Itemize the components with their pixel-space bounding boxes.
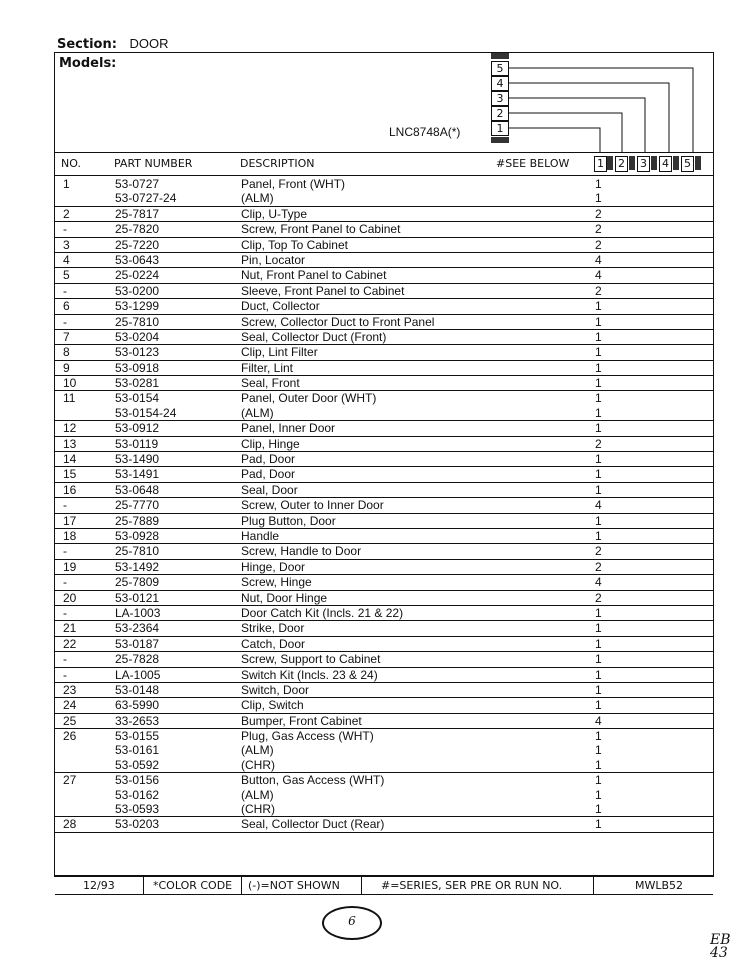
row-part-number: 53-0727-24	[115, 191, 177, 206]
table-row	[55, 758, 713, 773]
row-part-number: 53-0187	[115, 636, 160, 651]
row-number: -	[63, 575, 67, 590]
row-part-number: 53-0119	[115, 436, 159, 451]
row-part-number: 53-0154-24	[115, 405, 177, 420]
row-part-number: 53-1299	[115, 299, 160, 314]
row-description: Duct, Collector	[241, 299, 320, 314]
row-description: Clip, Lint Filter	[241, 345, 318, 360]
row-number: 26	[63, 729, 77, 744]
row-quantity: 2	[595, 436, 602, 451]
row-quantity: 1	[595, 802, 602, 817]
row-quantity: 1	[595, 421, 602, 436]
corner-handwritten-note: EB 43	[710, 932, 731, 961]
row-number: 12	[63, 421, 77, 436]
table-row	[55, 345, 713, 360]
row-part-number: 53-0121	[115, 590, 160, 605]
row-description: (CHR)	[241, 802, 275, 817]
series-connector-lines	[55, 53, 713, 163]
row-number: 14	[63, 452, 77, 467]
row-quantity: 1	[595, 682, 602, 697]
row-description: Switch, Door	[241, 682, 310, 697]
row-description: Seal, Collector Duct (Rear)	[241, 817, 385, 832]
row-quantity: 1	[595, 191, 602, 206]
footer-color-code: *COLOR CODE	[153, 879, 233, 892]
row-number: 5	[63, 268, 70, 283]
row-description: Pad, Door	[241, 467, 296, 482]
connector-line-1	[509, 128, 600, 153]
table-row	[55, 207, 713, 222]
row-quantity: 1	[595, 605, 602, 620]
table-row	[55, 376, 713, 391]
series-box-3: 3	[491, 91, 509, 106]
row-quantity: 1	[595, 452, 602, 467]
header-series-divider	[651, 156, 657, 170]
row-part-number: 33-2653	[115, 713, 160, 728]
table-row	[55, 391, 713, 405]
row-description: Seal, Door	[241, 482, 298, 497]
row-description: Hinge, Door	[241, 559, 306, 574]
row-part-number: 53-2364	[115, 621, 160, 636]
row-description: Plug, Gas Access (WHT)	[241, 729, 374, 744]
row-number: 3	[63, 237, 70, 252]
header-series-3: 3	[637, 156, 650, 172]
parts-list-box	[54, 52, 714, 892]
row-quantity: 1	[595, 787, 602, 802]
table-row	[55, 406, 713, 421]
row-number: 11	[63, 391, 76, 406]
page-mark-text: 6	[348, 914, 356, 928]
row-part-number: 25-7820	[115, 222, 160, 237]
table-row	[55, 238, 713, 253]
row-part-number: 63-5990	[115, 698, 160, 713]
header-series-divider	[607, 156, 613, 170]
table-row	[55, 437, 713, 452]
header-series-divider	[695, 156, 701, 170]
row-description: Door Catch Kit (Incls. 21 & 22)	[241, 605, 404, 620]
table-row	[55, 668, 713, 683]
table-row	[55, 177, 713, 191]
series-box-4: 4	[491, 76, 509, 91]
row-quantity: 1	[595, 528, 602, 543]
section-value: DOOR	[129, 36, 169, 51]
row-number: -	[63, 605, 67, 620]
row-part-number: 53-0154	[115, 391, 160, 406]
row-quantity: 1	[595, 698, 602, 713]
row-quantity: 1	[595, 360, 602, 375]
row-number: -	[63, 283, 67, 298]
table-row	[55, 191, 713, 206]
row-description: Strike, Door	[241, 621, 305, 636]
row-quantity: 1	[595, 467, 602, 482]
row-description: Handle	[241, 528, 280, 543]
header-series-1: 1	[594, 156, 607, 172]
row-description: Switch Kit (Incls. 23 & 24)	[241, 667, 378, 682]
table-row	[55, 452, 713, 467]
row-description: Clip, Top To Cabinet	[241, 237, 348, 252]
table-row	[55, 788, 713, 802]
row-part-number: 25-7809	[115, 575, 160, 590]
row-part-number: LA-1003	[115, 605, 161, 620]
row-quantity: 1	[595, 757, 602, 772]
header-part-number: PART NUMBER	[114, 157, 193, 170]
row-description: (CHR)	[241, 757, 275, 772]
row-part-number: 53-0928	[115, 528, 160, 543]
row-part-number: 53-0592	[115, 757, 160, 772]
row-part-number: 53-0200	[115, 283, 160, 298]
table-row	[55, 544, 713, 559]
row-part-number: 25-7889	[115, 513, 160, 528]
row-quantity: 2	[595, 559, 602, 574]
row-part-number: 53-0727	[115, 177, 160, 191]
row-number: 13	[63, 436, 77, 451]
row-quantity: 1	[595, 743, 602, 758]
table-row	[55, 773, 713, 787]
row-description: (ALM)	[241, 743, 274, 758]
row-part-number: LA-1005	[115, 667, 161, 682]
series-box-5: 5	[491, 61, 509, 76]
row-part-number: 53-0643	[115, 252, 160, 267]
footer-divider	[241, 876, 242, 894]
table-row	[55, 483, 713, 498]
row-quantity: 4	[595, 498, 602, 513]
row-number: -	[63, 222, 67, 237]
row-part-number: 53-0912	[115, 421, 160, 436]
row-quantity: 2	[595, 590, 602, 605]
row-description: Screw, Collector Duct to Front Panel	[241, 314, 435, 329]
row-part-number: 53-0918	[115, 360, 160, 375]
row-quantity: 2	[595, 544, 602, 559]
header-description: DESCRIPTION	[240, 157, 315, 170]
row-quantity: 1	[595, 652, 602, 667]
row-quantity: 1	[595, 345, 602, 360]
header-series-divider	[629, 156, 635, 170]
row-description: Seal, Front	[241, 376, 300, 391]
table-row	[55, 421, 713, 436]
row-part-number: 53-0281	[115, 376, 160, 391]
row-description: Screw, Outer to Inner Door	[241, 498, 384, 513]
row-part-number: 53-0155	[115, 729, 160, 744]
table-row	[55, 284, 713, 299]
series-box-1: 1	[491, 121, 509, 136]
table-row	[55, 698, 713, 713]
row-number: 1	[63, 177, 70, 191]
footer-series-note: #=SERIES, SER PRE OR RUN NO.	[381, 879, 563, 892]
connector-line-5	[509, 68, 693, 153]
row-number: 7	[63, 329, 70, 344]
row-number: -	[63, 667, 67, 682]
row-description: Nut, Front Panel to Cabinet	[241, 268, 387, 283]
footer-not-shown: (-)=NOT SHOWN	[248, 879, 340, 892]
header-series-2: 2	[615, 156, 628, 172]
footer-divider	[143, 876, 144, 894]
row-description: Screw, Hinge	[241, 575, 312, 590]
row-number: 22	[63, 636, 77, 651]
row-quantity: 1	[595, 299, 602, 314]
row-part-number: 53-1491	[115, 467, 160, 482]
table-row	[55, 330, 713, 345]
row-number: 19	[63, 559, 77, 574]
row-description: Panel, Front (WHT)	[241, 177, 346, 191]
model-name: LNC8748A(*)	[389, 125, 461, 139]
row-part-number: 25-7810	[115, 544, 160, 559]
row-number: 16	[63, 482, 77, 497]
row-quantity: 1	[595, 314, 602, 329]
row-quantity: 1	[595, 621, 602, 636]
row-number: 2	[63, 206, 70, 221]
table-row	[55, 514, 713, 529]
row-quantity: 1	[595, 405, 602, 420]
row-number: 4	[63, 252, 70, 267]
row-description: Sleeve, Front Panel to Cabinet	[241, 283, 405, 298]
row-number: 28	[63, 817, 77, 832]
table-row	[55, 268, 713, 283]
row-description: Panel, Inner Door	[241, 421, 336, 436]
row-number: 17	[63, 513, 77, 528]
row-quantity: 1	[595, 513, 602, 528]
row-quantity: 1	[595, 729, 602, 744]
header-see-below: #SEE BELOW	[496, 157, 570, 170]
series-box-2: 2	[491, 106, 509, 121]
row-description: Filter, Lint	[241, 360, 294, 375]
table-row	[55, 729, 713, 743]
row-description: Bumper, Front Cabinet	[241, 713, 362, 728]
row-quantity: 4	[595, 575, 602, 590]
table-row	[55, 606, 713, 621]
connector-line-2	[509, 113, 622, 153]
row-part-number: 53-0203	[115, 817, 160, 832]
table-row	[55, 714, 713, 729]
row-number: 27	[63, 773, 77, 788]
footer-divider	[593, 876, 594, 894]
row-part-number: 53-1492	[115, 559, 160, 574]
row-description: Screw, Front Panel to Cabinet	[241, 222, 401, 237]
section-label: Section:	[57, 37, 117, 52]
table-row	[55, 253, 713, 268]
row-number: 21	[63, 621, 77, 636]
row-part-number: 53-0593	[115, 802, 160, 817]
row-part-number: 25-7817	[115, 206, 160, 221]
row-part-number: 25-7770	[115, 498, 160, 513]
row-description: Seal, Collector Duct (Front)	[241, 329, 387, 344]
row-description: Clip, Switch	[241, 698, 304, 713]
table-row	[55, 743, 713, 757]
row-part-number: 53-0156	[115, 773, 160, 788]
table-row	[55, 467, 713, 482]
table-row	[55, 315, 713, 330]
row-number: 23	[63, 682, 77, 697]
table-row	[55, 802, 713, 817]
page-mark	[322, 906, 382, 940]
parts-table-body	[55, 177, 713, 833]
row-number: 25	[63, 713, 77, 728]
row-number: 8	[63, 345, 70, 360]
row-quantity: 1	[595, 329, 602, 344]
table-row	[55, 637, 713, 652]
row-description: Screw, Support to Cabinet	[241, 652, 381, 667]
table-row	[55, 361, 713, 376]
row-quantity: 1	[595, 376, 602, 391]
row-part-number: 53-1490	[115, 452, 160, 467]
row-part-number: 25-7828	[115, 652, 160, 667]
row-number: 18	[63, 528, 77, 543]
table-row	[55, 683, 713, 698]
row-quantity: 1	[595, 636, 602, 651]
table-row	[55, 560, 713, 575]
header-series-5: 5	[681, 156, 694, 172]
row-part-number: 25-0224	[115, 268, 160, 283]
connector-line-3	[509, 98, 645, 153]
footer-divider	[361, 876, 362, 894]
section-header	[57, 36, 168, 52]
row-quantity: 1	[595, 667, 602, 682]
header-series-divider	[673, 156, 679, 170]
footer-date: 12/93	[83, 879, 115, 892]
table-row	[55, 652, 713, 667]
row-quantity: 2	[595, 237, 602, 252]
row-part-number: 53-0148	[115, 682, 160, 697]
row-part-number: 25-7220	[115, 237, 160, 252]
table-row	[55, 299, 713, 314]
header-no: NO.	[61, 157, 81, 170]
row-number: -	[63, 544, 67, 559]
row-description: Panel, Outer Door (WHT)	[241, 391, 377, 406]
row-number: -	[63, 498, 67, 513]
row-quantity: 1	[595, 482, 602, 497]
header-series-4: 4	[659, 156, 672, 172]
table-row	[55, 529, 713, 544]
row-quantity: 1	[595, 391, 602, 406]
row-number: 24	[63, 698, 77, 713]
row-number: 9	[63, 360, 70, 375]
row-quantity: 4	[595, 713, 602, 728]
footer-doc-code: MWLB52	[635, 879, 684, 892]
row-description: (ALM)	[241, 191, 274, 206]
row-part-number: 53-0161	[115, 743, 160, 758]
row-number: -	[63, 652, 67, 667]
row-number: 15	[63, 467, 77, 482]
table-row	[55, 498, 713, 513]
row-number: 20	[63, 590, 77, 605]
row-description: Screw, Handle to Door	[241, 544, 362, 559]
row-part-number: 53-0123	[115, 345, 160, 360]
row-description: Nut, Door Hinge	[241, 590, 328, 605]
row-description: Clip, U-Type	[241, 206, 308, 221]
row-description: Catch, Door	[241, 636, 306, 651]
footer-bar	[55, 875, 713, 895]
models-label: Models:	[59, 56, 117, 71]
row-part-number: 25-7810	[115, 314, 160, 329]
table-row	[55, 817, 713, 832]
row-description: (ALM)	[241, 405, 274, 420]
row-number: 10	[63, 376, 77, 391]
table-row	[55, 222, 713, 237]
row-number: -	[63, 314, 67, 329]
row-quantity: 4	[595, 268, 602, 283]
table-row	[55, 591, 713, 606]
row-description: Pad, Door	[241, 452, 296, 467]
row-description: Plug Button, Door	[241, 513, 336, 528]
table-header	[55, 152, 713, 176]
row-description: Button, Gas Access (WHT)	[241, 773, 385, 788]
row-part-number: 53-0204	[115, 329, 160, 344]
table-row	[55, 575, 713, 590]
table-row	[55, 621, 713, 636]
row-part-number: 53-0648	[115, 482, 160, 497]
row-description: (ALM)	[241, 787, 274, 802]
row-quantity: 2	[595, 206, 602, 221]
row-quantity: 1	[595, 817, 602, 832]
row-description: Pin, Locator	[241, 252, 306, 267]
row-description: Clip, Hinge	[241, 436, 300, 451]
row-quantity: 2	[595, 283, 602, 298]
row-part-number: 53-0162	[115, 787, 160, 802]
row-quantity: 1	[595, 773, 602, 788]
row-quantity: 2	[595, 222, 602, 237]
row-quantity: 1	[595, 177, 602, 191]
row-number: 6	[63, 299, 70, 314]
row-quantity: 4	[595, 252, 602, 267]
